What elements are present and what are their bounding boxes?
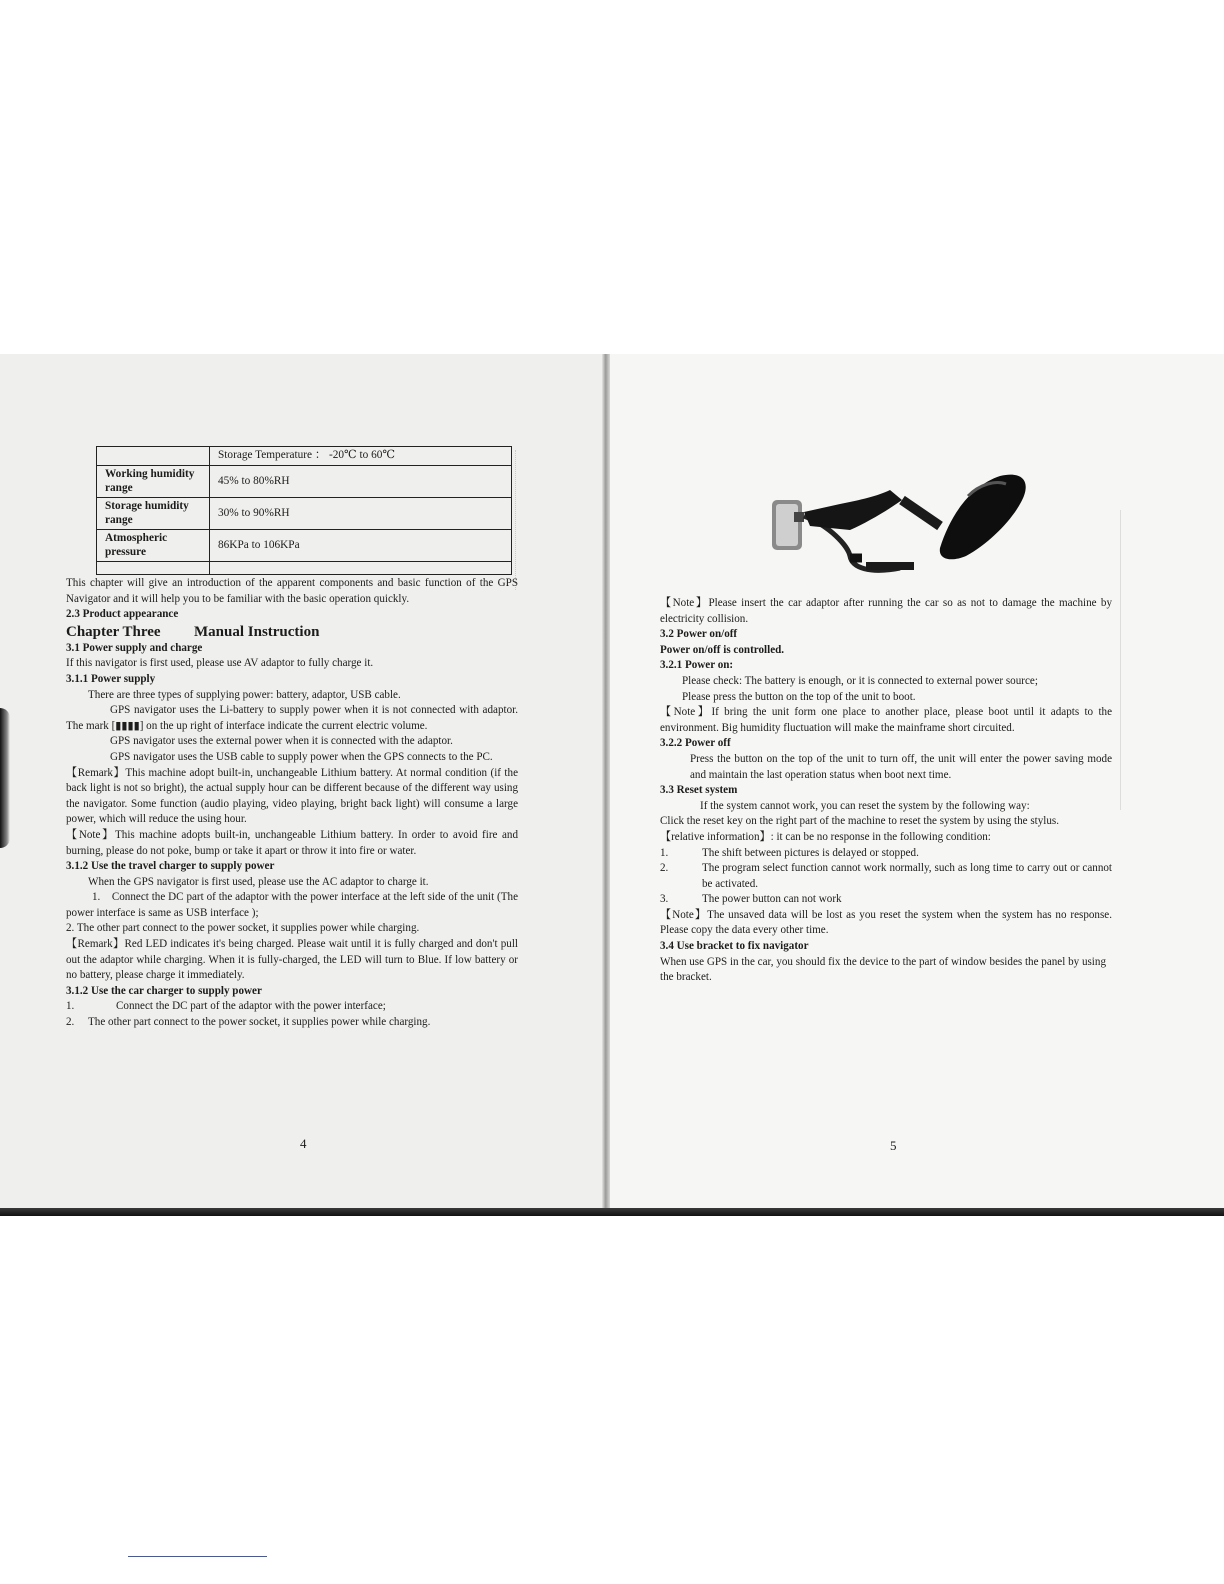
remark-paragraph: 【Remark】Red LED indicates it's being charged. Please wait until it is fully charged and don't pull out the adaptor while charging. When it is fully-charged, the LED will turn to Blue. If low battery or no battery, please charge it immediately. xyxy=(66,938,518,982)
table-cell xyxy=(210,562,512,575)
section-heading: 3.3 Reset system xyxy=(660,784,738,797)
section-heading: 3.1.2 Use the car charger to supply power xyxy=(66,984,262,997)
list-item xyxy=(66,890,518,921)
section-heading: 2.3 Product appearance xyxy=(66,608,179,621)
section-heading: 3.2 Power on/off xyxy=(660,628,738,641)
scan-bottom-edge xyxy=(0,1208,1224,1216)
paragraph: Power on/off is controlled. xyxy=(660,643,785,656)
list-number: 2. xyxy=(66,1016,75,1029)
table-row xyxy=(97,466,512,498)
car-charger-photo xyxy=(770,456,1040,578)
book-gutter xyxy=(602,354,610,1214)
right-page-text xyxy=(660,596,1112,986)
note-paragraph: 【Note】The unsaved data will be lost as you reset the system when the system has no response. Please copy the data every other time. xyxy=(660,908,1112,937)
list-text: The power button can not work xyxy=(702,893,842,906)
list-item: 2. The other part connect to the power socket, it supplies power while charging. xyxy=(66,922,420,935)
table-row xyxy=(97,562,512,575)
list-item xyxy=(66,999,518,1015)
paragraph: When use GPS in the car, you should fix the device to the part of window besides the panel by using the bracket. xyxy=(660,955,1106,984)
paragraph: Click the reset key on the right part of the machine to reset the system by using the stylus. xyxy=(660,815,1059,828)
chapter-heading xyxy=(66,623,518,641)
page-edge-shadow xyxy=(0,708,10,848)
section-heading: 3.4 Use bracket to fix navigator xyxy=(660,940,809,953)
note-paragraph: 【Note】Please insert the car adaptor after running the car so as not to damage the machine by electricity collision. xyxy=(660,597,1112,625)
table-cell: Storage Temperature ： -20℃ to 60℃ xyxy=(210,447,512,466)
intro-paragraph: This chapter will give an introduction of the apparent components and basic function of the GPS Navigator and it will help you to be familiar with the basic operation quickly. xyxy=(66,577,518,605)
paragraph: When the GPS navigator is first used, please use the AC adaptor to charge it. xyxy=(88,875,429,888)
note-paragraph: 【Note】This machine adopts built-in, unchangeable Lithium battery. In order to avoid fire and burning, please do not poke, bump or take it apart or throw it into fire or water. xyxy=(66,828,518,857)
paragraph: Press the button on the top of the unit to turn off, the unit will enter the power saving mode and maintain the last operation status when boot next time. xyxy=(690,752,1112,781)
paragraph: GPS navigator uses the Li-battery to supply power when it is not connected with adaptor. The mark [▮▮▮▮] on the up right of interface indicate the current electric volume. xyxy=(66,704,518,732)
table-cell: 30% to 90%RH xyxy=(210,498,512,530)
page-number: 4 xyxy=(300,1136,307,1151)
list-number: 1. xyxy=(660,846,669,859)
list-text: The other part connect to the power socket, it supplies power while charging. xyxy=(88,1016,431,1029)
paragraph: GPS navigator uses the USB cable to supply power when the GPS connects to the PC. xyxy=(110,750,493,763)
paragraph: Please check: The battery is enough, or it is connected to external power source; xyxy=(682,674,1038,687)
table-cell xyxy=(97,447,210,466)
link-underline xyxy=(128,1556,267,1557)
list-number: 1. xyxy=(66,1000,75,1013)
paragraph: GPS navigator uses the external power when it is connected with the adaptor. xyxy=(110,735,453,748)
table-cell: 45% to 80%RH xyxy=(210,466,512,498)
section-heading: 3.2.2 Power off xyxy=(660,737,731,750)
paragraph: 【relative information】: it can be no response in the following condition: xyxy=(660,830,991,843)
table-row xyxy=(97,530,512,562)
paragraph: If the system cannot work, you can reset the system by the following way: xyxy=(700,799,1030,812)
section-heading: 3.1.1 Power supply xyxy=(66,672,156,685)
remark-paragraph: 【Remark】This machine adopt built-in, unchangeable Lithium battery. At normal condition (if the back light is not so bright), the actual supply hour can be different because of the different way using the navigator. Some function (audio playing, video playing, bright back light) will consume a large power, which will reduce the using hour. xyxy=(66,766,518,826)
list-text: The program select function cannot work normally, such as long time to carry out or cannot be activated. xyxy=(702,862,1112,890)
paragraph: Please press the button on the top of the unit to boot. xyxy=(682,690,916,703)
paragraph: There are three types of supplying power: battery, adaptor, USB cable. xyxy=(88,688,401,701)
table-row xyxy=(97,447,512,466)
chapter-number: Chapter Three xyxy=(66,623,161,640)
table-row xyxy=(97,498,512,530)
paragraph: If this navigator is first used, please use AV adaptor to fully charge it. xyxy=(66,657,374,670)
section-heading: 3.1 Power supply and charge xyxy=(66,641,203,654)
list-text: Connect the DC part of the adaptor with the power interface at the left side of the unit (The power interface is same as USB interface ); xyxy=(66,891,518,919)
table-cell: Storage humidity range xyxy=(97,498,210,530)
list-text: The shift between pictures is delayed or stopped. xyxy=(702,846,919,859)
table-cell xyxy=(97,562,210,575)
list-number: 1. xyxy=(92,891,101,904)
section-heading: 3.1.2 Use the travel charger to supply power xyxy=(66,860,275,873)
list-item xyxy=(660,861,1112,892)
list-item xyxy=(66,1015,518,1031)
chapter-title: Manual Instruction xyxy=(194,623,320,640)
list-item xyxy=(660,892,1112,908)
list-item xyxy=(660,846,1112,862)
table-cell: Working humidity range xyxy=(97,466,210,498)
table-cell: 86KPa to 106KPa xyxy=(210,530,512,562)
list-number: 2. xyxy=(660,862,669,875)
page-number: 5 xyxy=(890,1138,897,1153)
note-paragraph: 【Note】If bring the unit form one place to another place, please boot until it adapts to the environment. Big humidity fluctuation will make the mainframe short circuited. xyxy=(660,706,1112,734)
spec-table xyxy=(96,446,512,575)
table-cell: Atmospheric pressure xyxy=(97,530,210,562)
list-number: 3. xyxy=(660,893,669,906)
list-text: Connect the DC part of the adaptor with the power interface; xyxy=(116,1000,386,1013)
left-page-text xyxy=(66,576,518,1031)
section-heading: 3.2.1 Power on: xyxy=(660,659,734,672)
